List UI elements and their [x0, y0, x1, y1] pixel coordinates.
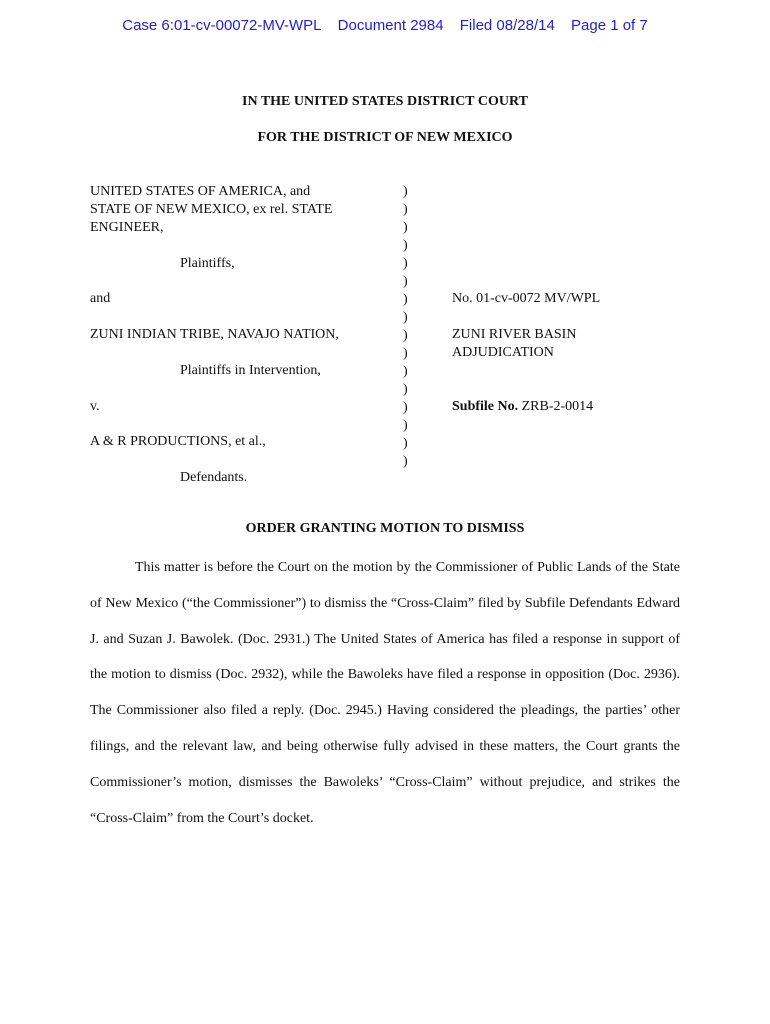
caption-parentheses: ) ) ) ) ) ) ) ) ) ) ) ) ) ) ) ) [403, 184, 408, 469]
order-title: ORDER GRANTING MOTION TO DISMISS [245, 521, 525, 536]
basin-line-2: ADJUDICATION [452, 345, 554, 360]
basin-line-1: ZUNI RIVER BASIN [452, 327, 577, 342]
court-district: FOR THE DISTRICT OF NEW MEXICO [257, 130, 513, 145]
intervenors-label: Plaintiffs in Intervention, [180, 363, 321, 378]
case-caption [90, 183, 690, 493]
case-number: No. 01-cv-0072 MV/WPL [452, 291, 601, 306]
subfile-label: Subfile No. [452, 399, 519, 414]
filing-header-stamp [0, 17, 770, 34]
case-number-stamp: Case 6:01-cv-00072-MV-WPL [122, 17, 322, 34]
filed-date-stamp: Filed 08/28/14 [459, 17, 555, 34]
plaintiffs-line-2: STATE OF NEW MEXICO, ex rel. STATE [90, 202, 333, 217]
subfile-number [452, 398, 593, 416]
and-conjunction: and [90, 291, 111, 306]
defendants-label: Defendants. [180, 470, 248, 485]
plaintiffs-line-3: ENGINEER, [90, 220, 164, 235]
plaintiffs-line-1: UNITED STATES OF AMERICA, and [90, 184, 311, 199]
plaintiffs-label: Plaintiffs, [180, 256, 235, 271]
order-paragraph: This matter is before the Court on the motion by the Commissioner of Public Lands of the State of New Mexico (“the Commissioner”) to dismiss the “Cross-Claim” filed by Subfile Defendants Edward J. and Suzan J. Bawolek. (Doc. 2931.) The United States of America has filed a response in support of the motion to dismiss (Doc. 2932), while the Bawoleks have filed a response in opposition (Doc. 2936). The Commissioner also filed a reply. (Doc. 2945.) Having considered the pleadings, the parties’ other filings, and the relevant law, and being otherwise fully advised in these matters, the Court grants the Commissioner’s motion, dismisses the Bawoleks’ “Cross-Claim” without prejudice, and strikes the “Cross-Claim” from the Court’s docket. [90, 560, 680, 826]
defendants-line: A & R PRODUCTIONS, et al., [90, 434, 266, 449]
document-number-stamp: Document 2984 [337, 17, 444, 34]
court-name: IN THE UNITED STATES DISTRICT COURT [242, 94, 528, 109]
page-count-stamp: Page 1 of 7 [571, 17, 648, 34]
intervenors-line: ZUNI INDIAN TRIBE, NAVAJO NATION, [90, 327, 339, 342]
versus-label: v. [90, 399, 100, 414]
subfile-value: ZRB-2-0014 [521, 399, 594, 414]
